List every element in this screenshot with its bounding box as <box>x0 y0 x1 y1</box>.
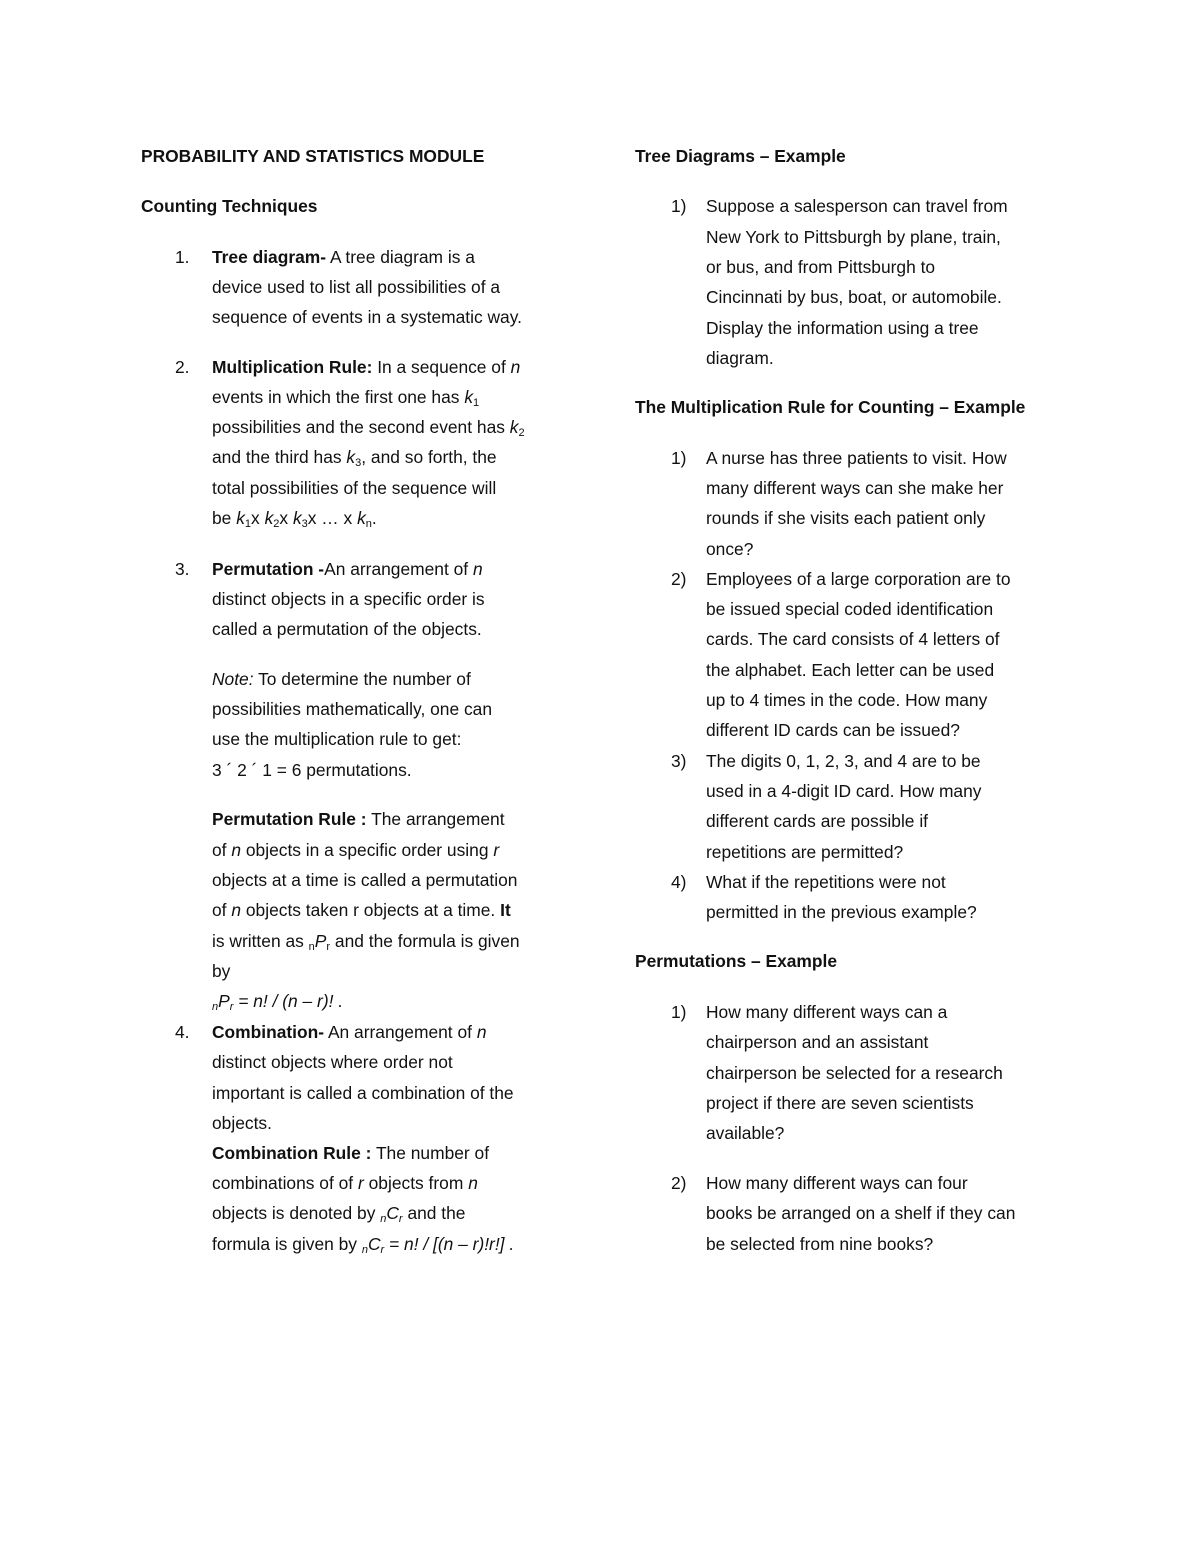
text-line: be issued special coded identification <box>706 599 994 619</box>
text-line: different cards are possible if <box>706 811 929 831</box>
text-line: Employees of a large corporation are to <box>706 569 1011 589</box>
text-line: Display the information using a tree <box>706 318 979 338</box>
text-line: New York to Pittsburgh by plane, train, <box>706 227 1001 247</box>
text-line: be selected from nine books? <box>706 1234 934 1254</box>
permutation-definition: Permutation -An arrangement of n <box>212 559 483 579</box>
text-line: sequence of events in a systematic way. <box>212 307 522 327</box>
text-line: repetitions are permitted? <box>706 842 904 862</box>
permutation-rule: Permutation Rule : The arrangement <box>212 809 505 829</box>
text-line: events in which the first one has $k_1$ <box>212 387 480 409</box>
text-line: 3 ´ 2 ´ 1 = 6 permutations. <box>212 760 412 780</box>
text-line: The digits 0, 1, 2, 3, and 4 are to be <box>706 751 981 771</box>
note-paragraph: Note: To determine the number of <box>212 669 471 689</box>
item-number: 1. <box>175 247 190 267</box>
text-line: of n objects taken r objects at a time. It <box>212 900 511 920</box>
text-line: How many different ways can four <box>706 1173 968 1193</box>
text-line: cards. The card consists of 4 letters of <box>706 629 1000 649</box>
text-line: once? <box>706 539 754 559</box>
text-line: use the multiplication rule to get: <box>212 729 462 749</box>
text-line: used in a 4-digit ID card. How many <box>706 781 982 801</box>
text-line: possibilities mathematically, one can <box>212 699 492 719</box>
text-line: A nurse has three patients to visit. How <box>706 448 1007 468</box>
text-line: diagram. <box>706 348 774 368</box>
text-line: device used to list all possibilities of a <box>212 277 501 297</box>
text-line: chairperson and an assistant <box>706 1032 929 1052</box>
text-line: is written as $_nP_r$ and the formula is given <box>212 931 520 953</box>
section-heading-multiplication: The Multiplication Rule for Counting – Example <box>635 397 1026 417</box>
item-number: 4. <box>175 1022 190 1042</box>
combination-formula: formula is given by $_nC_r = n$! / [(n – r)!r!] . <box>212 1234 515 1256</box>
section-heading-counting: Counting Techniques <box>141 196 318 216</box>
item-number: 4) <box>671 872 687 892</box>
text-line: distinct objects where order not <box>212 1052 453 1072</box>
item-number: 2. <box>175 357 190 377</box>
item-number: 2) <box>671 1173 687 1193</box>
combination-definition: Combination- An arrangement of n <box>212 1022 487 1042</box>
text-line: or bus, and from Pittsburgh to <box>706 257 936 277</box>
item-number: 3) <box>671 751 687 771</box>
text-line: Cincinnati by bus, boat, or automobile. <box>706 287 1002 307</box>
text-line: How many different ways can a <box>706 1002 948 1022</box>
text-line: up to 4 times in the code. How many <box>706 690 988 710</box>
combination-rule: Combination Rule : The number of <box>212 1143 490 1163</box>
permutation-formula: $_nP_r = n$! / (n – r)! . <box>212 991 344 1013</box>
item-number: 3. <box>175 559 190 579</box>
text-line: of n objects in a specific order using r <box>212 840 500 860</box>
multiplication-rule-definition: Multiplication Rule: In a sequence of n <box>212 357 521 377</box>
text-line: project if there are seven scientists <box>706 1093 974 1113</box>
text-line: distinct objects in a specific order is <box>212 589 485 609</box>
text-line: objects. <box>212 1113 272 1133</box>
text-line: the alphabet. Each letter can be used <box>706 660 995 680</box>
text-line: books be arranged on a shelf if they can <box>706 1203 1016 1223</box>
module-title: PROBABILITY AND STATISTICS MODULE <box>141 146 485 166</box>
text-line: be $k_1x$ $k_2x$ $k_3x$ … x $k_n$. <box>212 508 377 530</box>
text-line: rounds if she visits each patient only <box>706 508 986 528</box>
text-line: many different ways can she make her <box>706 478 1004 498</box>
text-line: permitted in the previous example? <box>706 902 977 922</box>
section-heading-tree-diagrams: Tree Diagrams – Example <box>635 146 846 166</box>
text-line: chairperson be selected for a research <box>706 1063 1003 1083</box>
section-heading-permutations: Permutations – Example <box>635 951 837 971</box>
text-line: objects is denoted by $_nC_r$ and the <box>212 1203 466 1225</box>
tree-diagram-definition: Tree diagram- A tree diagram is a <box>212 247 475 267</box>
text-line: possibilities and the second event has $k_2$ <box>212 417 525 439</box>
item-number: 1) <box>671 196 687 216</box>
text-line: available? <box>706 1123 785 1143</box>
item-number: 1) <box>671 1002 687 1022</box>
text-line: called a permutation of the objects. <box>212 619 482 639</box>
text-line: What if the repetitions were not <box>706 872 946 892</box>
item-number: 2) <box>671 569 687 589</box>
text-line: and the third has $k_3$, and so forth, the <box>212 447 497 469</box>
text-line: different ID cards can be issued? <box>706 720 960 740</box>
text-line: combinations of of r objects from n <box>212 1173 478 1193</box>
text-line: Suppose a salesperson can travel from <box>706 196 1008 216</box>
item-number: 1) <box>671 448 687 468</box>
text-line: by <box>212 961 231 981</box>
text-line: important is called a combination of the <box>212 1083 514 1103</box>
text-line: total possibilities of the sequence will <box>212 478 497 498</box>
text-line: objects at a time is called a permutation <box>212 870 518 890</box>
